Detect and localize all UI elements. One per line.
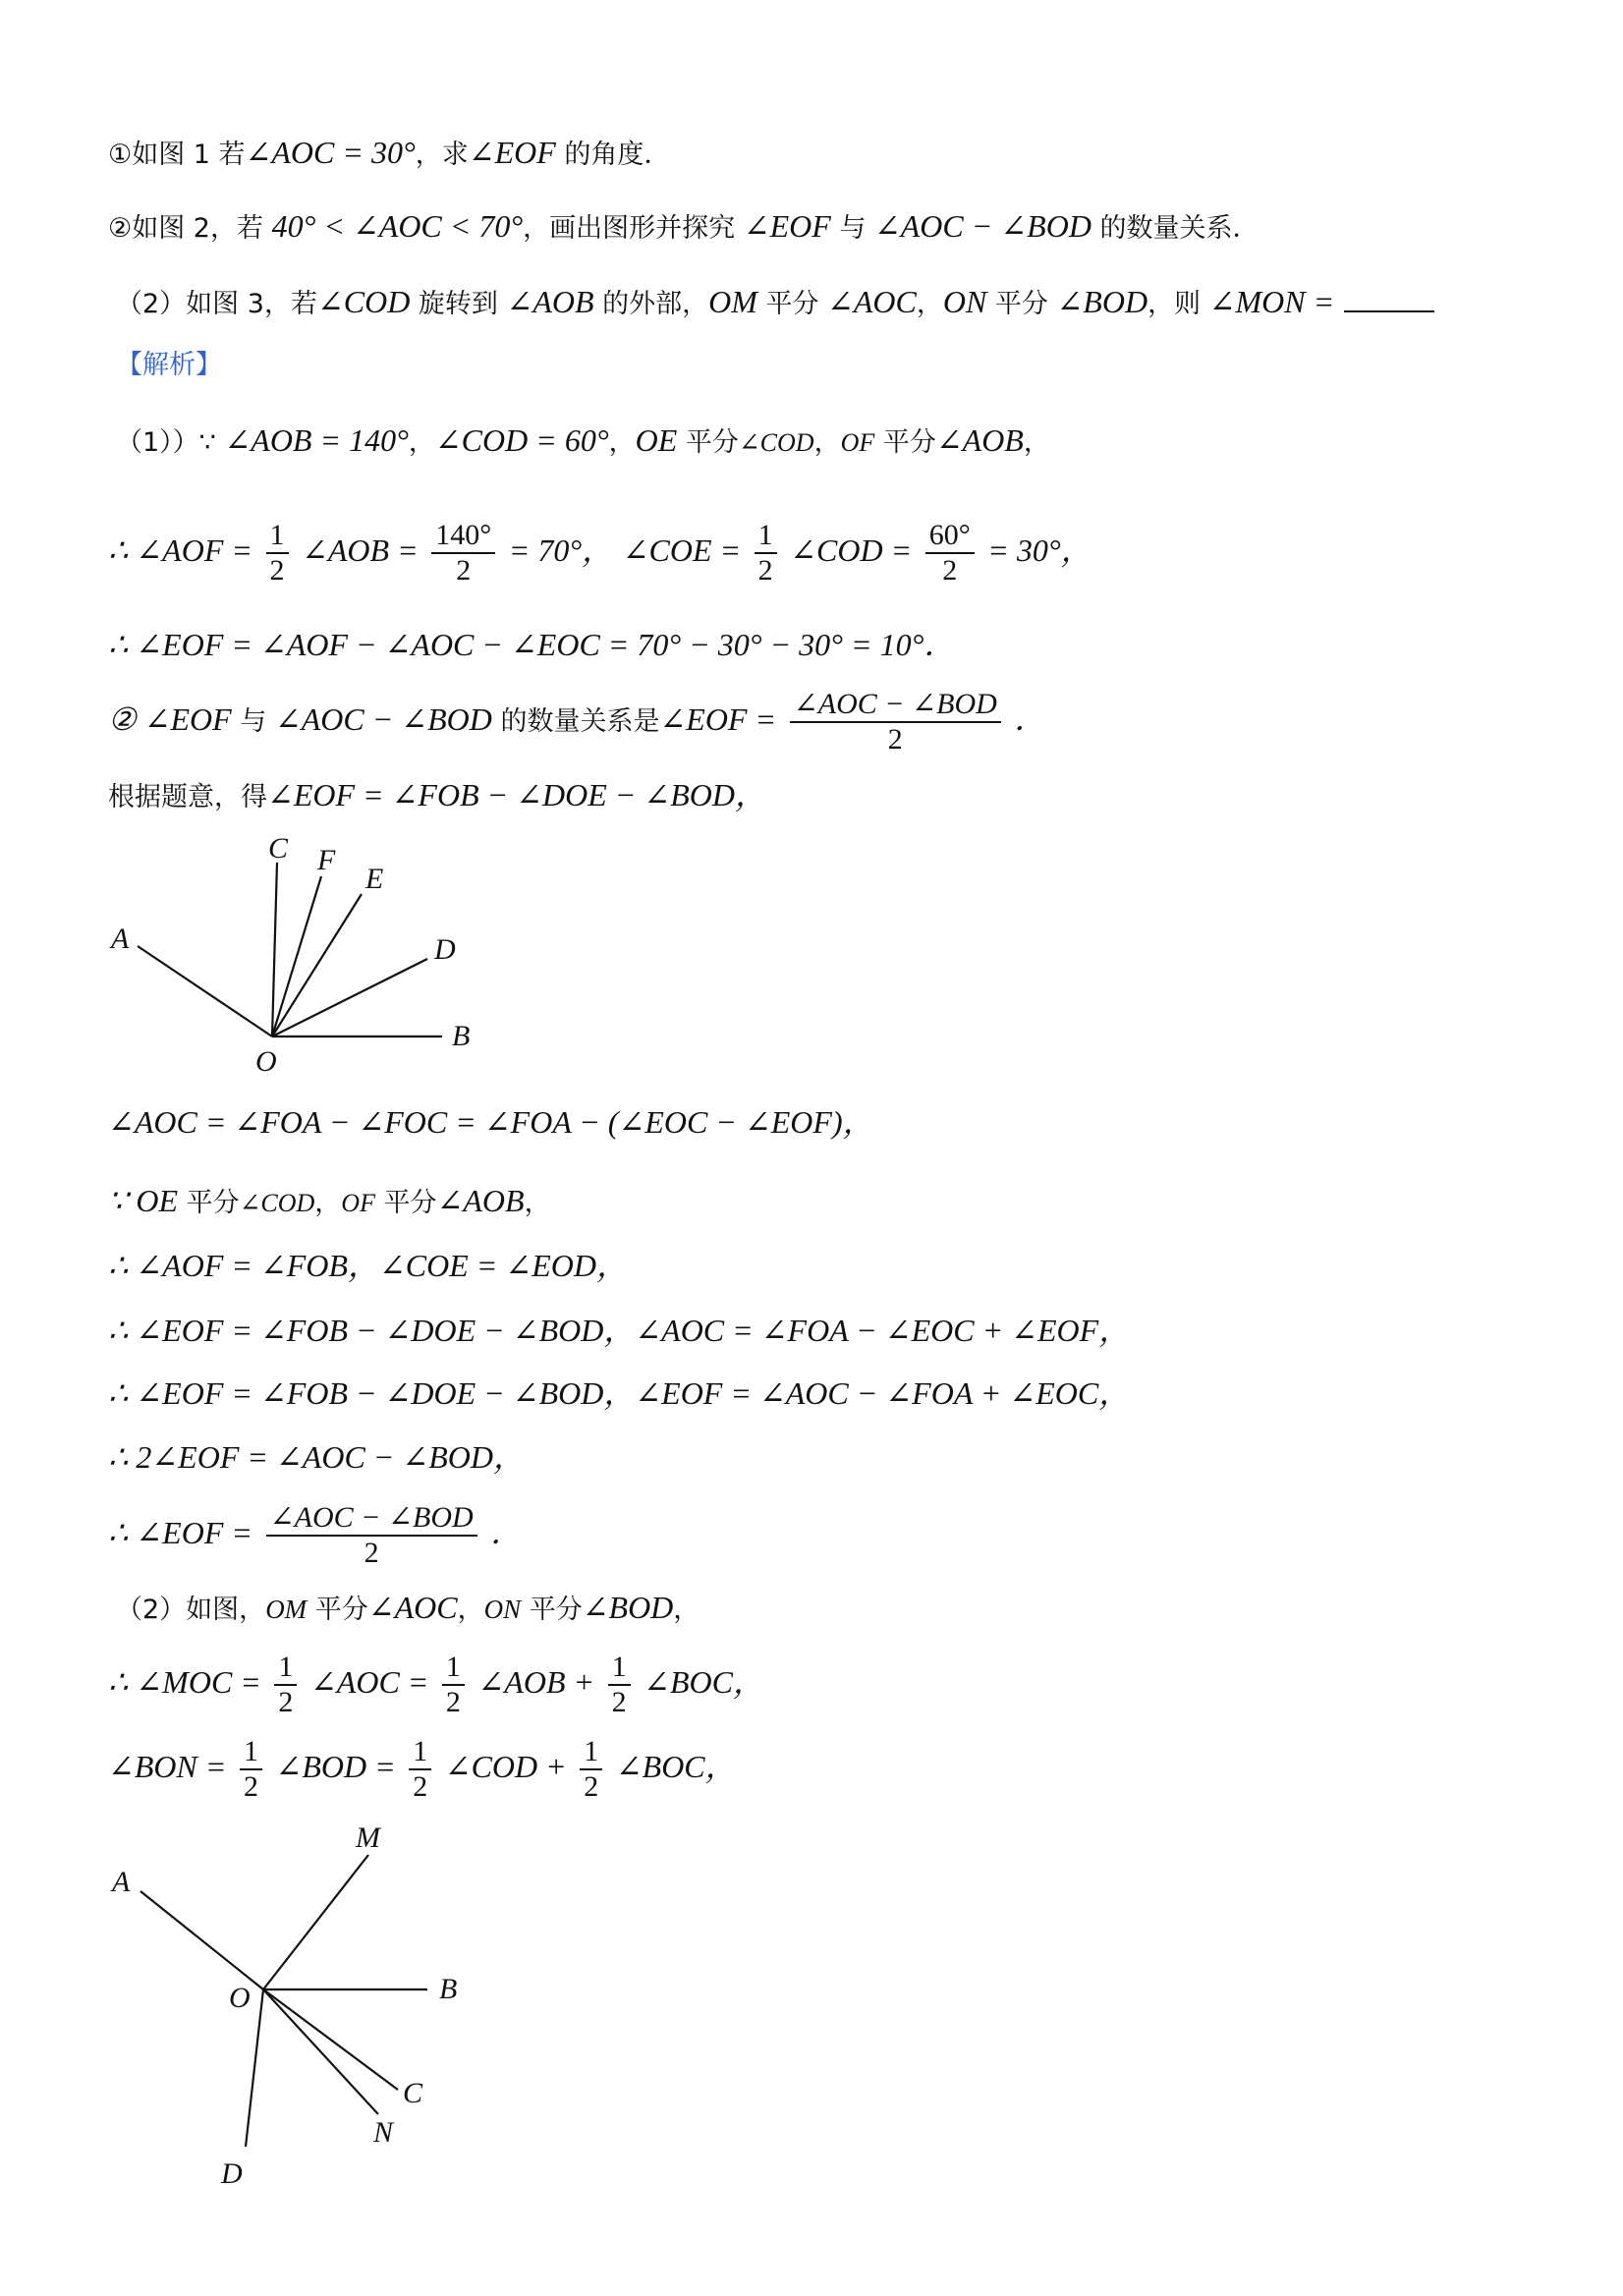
fraction-den: 2 [584, 1770, 599, 1803]
q2-t6: ，则 [1147, 289, 1209, 319]
solution-line-6: ∠AOC = ∠FOA − ∠FOC = ∠FOA − (∠EOC − ∠EOF)， [108, 1104, 874, 1140]
s13-f: ON [483, 1595, 522, 1624]
fraction [442, 1651, 465, 1719]
solution-line-4 [108, 680, 1045, 761]
fraction-den: 2 [887, 723, 903, 756]
q1-2-math: 40° < ∠AOC < 70° [271, 208, 524, 244]
q1-2-math2: ∠EOF [743, 208, 831, 244]
fraction [274, 1651, 297, 1719]
solution-line-5 [108, 775, 766, 817]
ray-on [263, 1989, 378, 2114]
figure-angles-1 [103, 825, 516, 1081]
s7-e: ， [314, 1188, 342, 1218]
ray-of [272, 876, 321, 1036]
s1-m6: ∠AOB [935, 422, 1024, 458]
q1-1-prefix: ①如图 1 若 [108, 140, 246, 170]
s14-c: ∠AOB + [477, 1664, 595, 1700]
s2-c: = 70°， [508, 532, 614, 568]
s14-a: ∴ ∠MOC = [108, 1664, 261, 1700]
label-o: O [229, 1982, 251, 2014]
fraction-num: 1 [608, 1651, 631, 1686]
fraction-den: 2 [413, 1770, 428, 1803]
label-b: B [452, 1020, 471, 1052]
jiexi-label: 【解析】 [116, 350, 222, 380]
q1-2-suffix: 的数量关系． [1091, 213, 1259, 244]
solution-line-3: ∴ ∠EOF = ∠AOF − ∠AOC − ∠EOC = 70° − 30° − 30° = 10°． [108, 627, 956, 662]
solution-line-8: ∴ ∠AOF = ∠FOB，∠COE = ∠EOD， [108, 1248, 628, 1283]
s1-t1: ， [408, 427, 435, 458]
s7-d: ∠COD [239, 1189, 315, 1217]
s4-g: ． [1014, 701, 1046, 737]
solution-line-14 [108, 1643, 764, 1723]
s5-a: 根据题意，得 [108, 782, 267, 812]
fraction-den: 2 [364, 1537, 379, 1569]
s2-f: = 30°， [987, 532, 1092, 568]
q2-t5: 平分 [986, 289, 1057, 319]
q2-t4: ， [916, 289, 943, 319]
s7-g: 平分 [374, 1188, 437, 1218]
s1-m1: ∠AOB = 140° [224, 422, 409, 458]
fraction [266, 1501, 477, 1570]
solution-line-12 [108, 1493, 522, 1574]
fraction-num: 1 [755, 519, 777, 554]
s7-i: ， [524, 1188, 551, 1218]
fraction [266, 519, 289, 588]
q2-m6: ∠BOD [1056, 284, 1148, 319]
s4-c: ∠AOC − ∠BOD [274, 701, 492, 737]
q2-t2: 的外部， [593, 289, 709, 319]
s13-d: ∠AOC [367, 1590, 458, 1625]
s13-b: OM [265, 1595, 308, 1624]
s2-b: ∠AOB = [302, 532, 419, 568]
fraction [580, 1735, 602, 1804]
fraction [240, 1735, 262, 1804]
answer-blank [1344, 285, 1434, 312]
q2-m4: ∠AOC [827, 284, 917, 319]
fraction-num: 1 [274, 1651, 297, 1686]
figure-angles-2 [98, 1818, 491, 2211]
s7-c: 平分 [178, 1188, 240, 1218]
ray-oa [140, 1891, 263, 1989]
label-n: N [373, 2116, 394, 2149]
solution-line-2 [108, 511, 1092, 591]
q1-2-prefix: ②如图 2，若 [108, 213, 272, 244]
s15-a: ∠BON = [108, 1749, 227, 1784]
fraction-num: 1 [409, 1735, 431, 1770]
s14-b: ∠AOC = [309, 1664, 429, 1700]
solution-line-11: ∴ 2∠EOF = ∠AOC − ∠BOD， [108, 1439, 525, 1475]
solution-line-1 [116, 420, 1050, 463]
q2-m2: ∠AOB [506, 284, 594, 319]
q2-m3: OM [708, 284, 757, 319]
fraction-den: 2 [757, 554, 773, 587]
q2-m7: ∠MON = [1208, 284, 1335, 319]
s12-b: ． [490, 1515, 523, 1550]
question-1-2 [108, 206, 1259, 249]
ray-om [263, 1855, 368, 1989]
q2-t3: 平分 [756, 289, 828, 319]
s1-t3: 平分 [677, 427, 739, 458]
label-f: F [317, 844, 336, 876]
fraction-den: 2 [269, 554, 285, 587]
s7-a: ∵ [108, 1183, 137, 1218]
s5-b: ∠EOF = ∠FOB − ∠DOE − ∠BOD， [267, 777, 766, 812]
s1-m2: ∠COD = 60° [434, 422, 609, 458]
s13-a: （2）如图， [116, 1595, 266, 1625]
fraction [925, 519, 975, 588]
s1-m4: ∠COD [738, 428, 814, 457]
label-b: B [439, 1973, 458, 2005]
s1-prefix: （1））∵ [116, 427, 225, 458]
fraction-den: 2 [942, 554, 958, 587]
q1-1-math2: ∠EOF [468, 135, 556, 170]
q2-prefix: （2）如图 3，若 [116, 289, 317, 319]
s2-e: ∠COD = [790, 532, 913, 568]
s7-f: OF [341, 1189, 375, 1217]
fraction-den: 2 [445, 1686, 461, 1718]
fraction-den: 2 [611, 1686, 627, 1718]
q1-2-mid: ，画出图形并探究 [523, 213, 744, 244]
q1-1-suffix: 的角度． [555, 140, 671, 170]
solution-line-13 [116, 1588, 700, 1630]
q1-2-mid2: 与 [830, 213, 874, 244]
s2-a: ∴ ∠AOF = [108, 532, 252, 568]
fraction-num: 1 [442, 1651, 465, 1686]
label-d: D [221, 2157, 243, 2190]
s7-h: ∠AOB [436, 1183, 525, 1218]
fraction-num: 60° [925, 519, 975, 554]
s15-c: ∠COD + [444, 1749, 567, 1784]
question-2 [116, 282, 1434, 324]
s13-c: 平分 [307, 1595, 368, 1625]
label-e: E [365, 863, 384, 895]
s1-m5: OF [840, 428, 875, 457]
q2-m5: ON [942, 284, 987, 319]
s1-t2: ， [608, 427, 636, 458]
q1-1-mid: ，求 [415, 140, 469, 170]
fraction [431, 519, 495, 588]
label-o: O [255, 1045, 277, 1078]
q2-m1: ∠COD [316, 284, 411, 319]
s15-d: ∠BOC， [615, 1749, 737, 1784]
s13-g: 平分 [521, 1595, 583, 1625]
q1-1-math: ∠AOC = 30° [245, 135, 416, 170]
label-d: D [434, 933, 456, 966]
fraction-num: 1 [580, 1735, 602, 1770]
label-a: A [111, 923, 130, 955]
fraction-den: 2 [456, 554, 472, 587]
label-m: M [356, 1821, 380, 1854]
label-c: C [268, 832, 289, 865]
ray-oa [138, 946, 272, 1036]
s12-a: ∴ ∠EOF = [108, 1515, 252, 1550]
fraction-den: 2 [243, 1770, 258, 1803]
s4-e: ∠EOF = [659, 701, 777, 737]
fraction [409, 1735, 431, 1804]
q2-t1: 旋转到 [410, 289, 507, 319]
q1-2-math3: ∠AOC − ∠BOD [873, 208, 1091, 244]
fraction-num: ∠AOC − ∠BOD [266, 1501, 477, 1537]
s4-a: ② ∠EOF [108, 701, 232, 737]
label-c: C [403, 2077, 423, 2109]
fraction-den: 2 [278, 1686, 294, 1718]
label-a: A [112, 1866, 131, 1898]
solution-line-10: ∴ ∠EOF = ∠FOB − ∠DOE − ∠BOD，∠EOF = ∠AOC − ∠FOA + ∠EOC， [108, 1375, 1131, 1411]
s1-t6: ， [1023, 427, 1050, 458]
solution-line-15 [108, 1727, 737, 1808]
s13-h: ∠BOD [582, 1590, 674, 1625]
s13-i: ， [673, 1595, 700, 1625]
fraction-num: 1 [240, 1735, 262, 1770]
s14-d: ∠BOC， [644, 1664, 764, 1700]
ray-oc [263, 1989, 398, 2090]
s7-b: OE [136, 1183, 179, 1218]
ray-oc [272, 863, 277, 1036]
question-1-1 [108, 133, 670, 175]
solution-line-9: ∴ ∠EOF = ∠FOB − ∠DOE − ∠BOD，∠AOC = ∠FOA − ∠EOC + ∠EOF， [108, 1313, 1131, 1348]
fraction [755, 519, 777, 588]
s15-b: ∠BOD = [275, 1749, 396, 1784]
s4-d: 的数量关系是 [491, 706, 660, 737]
s13-e: ， [457, 1595, 484, 1625]
s2-d: ∠COE = [622, 532, 742, 568]
fraction-num: 140° [431, 519, 495, 554]
solution-line-7 [108, 1181, 551, 1223]
fraction [790, 688, 1001, 756]
s1-t4: ， [813, 427, 841, 458]
s1-m3: OE [635, 422, 678, 458]
fraction-num: ∠AOC − ∠BOD [790, 688, 1001, 723]
fraction-num: 1 [266, 519, 289, 554]
s1-t5: 平分 [874, 427, 936, 458]
s4-b: 与 [231, 706, 275, 737]
fraction [608, 1651, 631, 1719]
